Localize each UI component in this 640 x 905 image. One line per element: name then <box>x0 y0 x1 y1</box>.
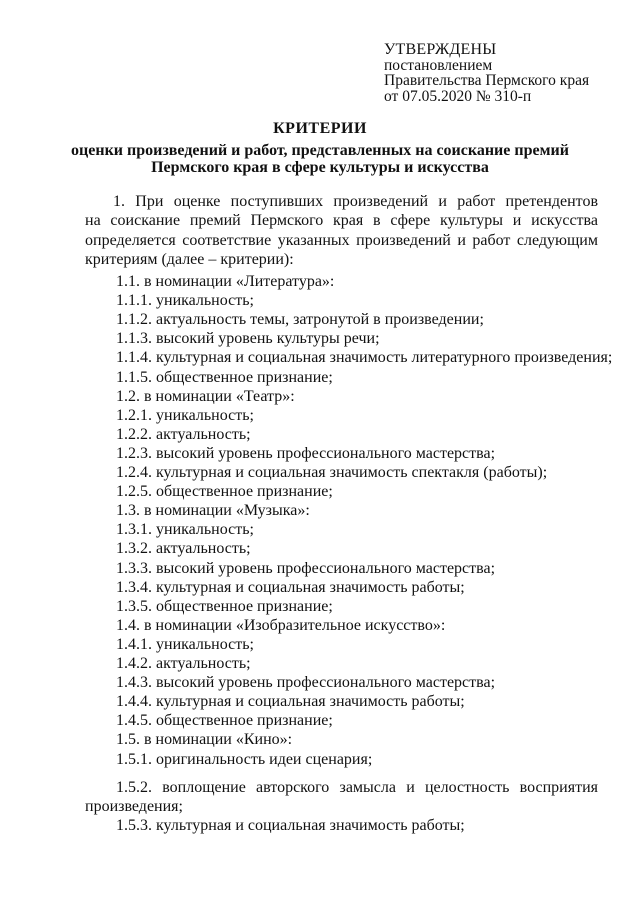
document-subtitle-line-1: оценки произведений и работ, представленных на соискание премий <box>71 142 569 159</box>
criteria-item: 1.3.5. общественное признание; <box>116 597 333 615</box>
criteria-item: 1.2. в номинации «Театр»: <box>116 387 295 405</box>
criteria-item: 1.3.3. высокий уровень профессионального мастерства; <box>116 559 496 577</box>
approval-heading: УТВЕРЖДЕНЫ <box>384 41 497 58</box>
criteria-item: 1.5.1. оригинальность идеи сценария; <box>116 750 373 768</box>
criteria-item: 1.4.5. общественное признание; <box>116 712 333 730</box>
intro-line-1: 1. При оценке поступивших произведений и работ претендентов <box>113 193 598 210</box>
intro-line-2: на соискание премий Пермского края в сфере культуры и искусства <box>85 212 598 229</box>
criteria-item: 1.5. в номинации «Кино»: <box>116 731 293 749</box>
criteria-item: 1.1.2. актуальность темы, затронутой в произведении; <box>116 311 484 329</box>
criteria-item: 1.3.4. культурная и социальная значимость работы; <box>116 578 465 596</box>
criteria-item: 1.3.2. актуальность; <box>116 540 251 558</box>
criteria-item: 1.4.1. уникальность; <box>116 635 254 653</box>
criteria-item: 1.5.2. воплощение авторского замысла и целостность восприятия <box>116 779 598 796</box>
criteria-item: 1.5.3. культурная и социальная значимость работы; <box>116 817 465 834</box>
approval-block <box>384 42 589 104</box>
document-title: КРИТЕРИИ <box>273 120 367 137</box>
criteria-item: 1.4. в номинации «Изобразительное искусство»: <box>116 616 446 634</box>
criteria-item: 1.4.3. высокий уровень профессионального мастерства; <box>116 674 496 692</box>
criteria-item: 1.1.5. общественное признание; <box>116 368 333 386</box>
approval-date-number: от 07.05.2020 № 310-п <box>384 87 532 105</box>
criteria-item: 1.2.3. высокий уровень профессионального мастерства; <box>116 444 496 462</box>
criteria-item: 1.2.2. актуальность; <box>116 425 251 443</box>
criteria-item: 1.3. в номинации «Музыка»: <box>116 502 310 520</box>
intro-line-4: критериям (далее – критерии): <box>85 251 294 268</box>
criteria-item: 1.4.2. актуальность; <box>116 655 251 672</box>
criteria-item: 1.2.4. культурная и социальная значимость спектакля (работы); <box>116 464 548 481</box>
criteria-item: 1.1. в номинации «Литература»: <box>116 273 335 290</box>
criteria-item: 1.2.5. общественное признание; <box>116 483 333 501</box>
intro-line-3: определяется соответствие указанных произведений и работ следующим <box>85 232 598 249</box>
criteria-item: 1.4.4. культурная и социальная значимость работы; <box>116 693 465 711</box>
criteria-item: 1.3.1. уникальность; <box>116 521 254 539</box>
criteria-item: 1.1.1. уникальность; <box>116 292 254 310</box>
approval-line: постановлением <box>384 56 493 74</box>
criteria-item: 1.1.3. высокий уровень культуры речи; <box>116 330 380 348</box>
criteria-item-continuation: произведения; <box>85 798 183 815</box>
criteria-item: 1.1.4. культурная и социальная значимость литературного произведения; <box>116 349 613 367</box>
approval-line: Правительства Пермского края <box>384 72 590 89</box>
document-subtitle-line-2: Пермского края в сфере культуры и искусства <box>151 159 489 176</box>
criteria-item: 1.2.1. уникальность; <box>116 406 254 424</box>
